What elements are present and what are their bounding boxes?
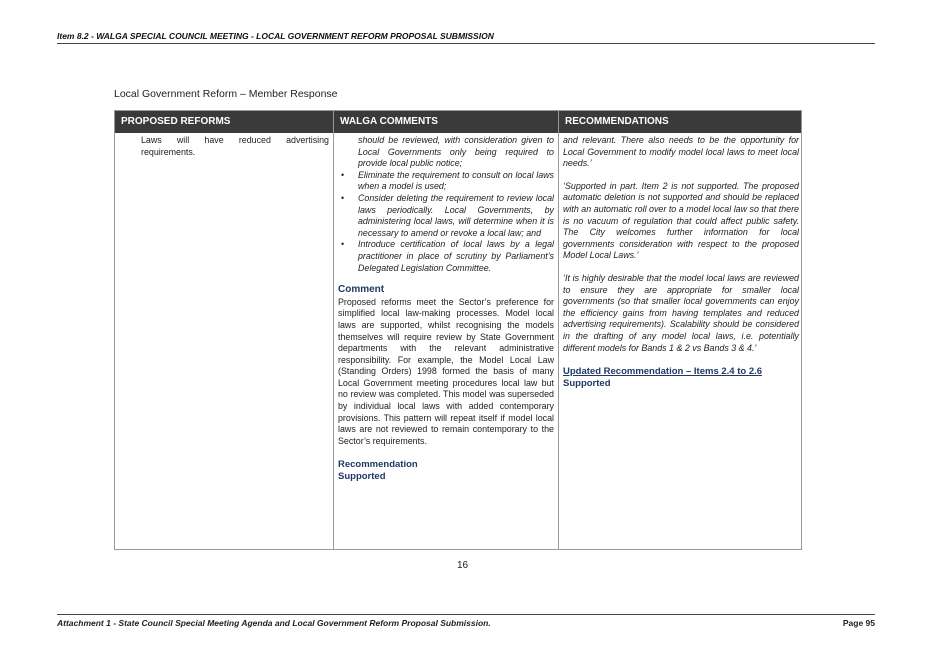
proposed-reform-cell <box>141 135 329 158</box>
document-title: Local Government Reform – Member Response <box>114 88 338 100</box>
footer-text: Attachment 1 - State Council Special Meeting Agenda and Local Government Reform Proposal Submission. <box>57 618 491 628</box>
footer-divider <box>57 614 875 615</box>
page-number: 16 <box>456 560 469 571</box>
column-divider <box>558 111 559 549</box>
column-header-recommendations: RECOMMENDATIONS <box>565 116 669 127</box>
table-header <box>115 111 801 133</box>
bullet-icon: • <box>341 239 345 250</box>
updated-recommendation-heading: Updated Recommendation – Items 2.4 to 2.6 <box>563 366 763 378</box>
recommendations-cell <box>563 135 799 389</box>
footer-page-label: Page 95 <box>842 618 875 628</box>
comment-body: Proposed reforms meet the Sector’s preference for simplified local law-making processes. Model local laws are supported, whilst recognising the models themselves will require review by State Government departments with the relevant administrative responsibility. For example, the Model Local Law (Standing Orders) 1998 formed the basis of many Local Government meeting procedures local law but no review was completed. This model was superseded by individual local laws with added contemporary provisions. This pattern will repeat itself if model local laws are not reviewed to remain contemporary to the Sector’s requirements. <box>338 296 554 446</box>
comment-heading: Comment <box>338 284 385 296</box>
column-header-proposed-reforms: PROPOSED REFORMS <box>121 116 231 127</box>
walga-continued-text: should be reviewed, with consideration given to Local Governments only being required to provide local public notice; <box>358 135 554 169</box>
recommendation-value: Supported <box>338 471 386 483</box>
column-header-walga-comments: WALGA COMMENTS <box>340 116 438 127</box>
bullet-icon: • <box>341 169 345 180</box>
updated-recommendation-value: Supported <box>563 377 611 389</box>
recommendation-paragraph: and relevant. There also needs to be the opportunity for Local Government to modify model local laws to meet local needs.’ <box>563 135 799 169</box>
recommendation-paragraph: ‘It is highly desirable that the model local laws are reviewed to ensure they are appropriate for smaller local governments (so that smaller local governments can enjoy the efficiency gains from having templates and reduced advertising requirements). Scalability should be considered in the drafting of any model local laws, i.e. potentially different models for Bands 1 & 2 vs Bands 3 & 4.’ <box>563 272 799 353</box>
reform-table <box>114 110 802 550</box>
page-header: Item 8.2 - WALGA SPECIAL COUNCIL MEETING - LOCAL GOVERNMENT REFORM PROPOSAL SUBMISSION <box>57 31 875 44</box>
proposed-reform-text: Laws will have reduced advertising requirements. <box>141 135 329 157</box>
walga-bullet-item: • Consider deleting the requirement to review local laws periodically. Local Governments, by administering local laws, will determine when it is necessary to amend or revoke a local law; and <box>341 192 554 238</box>
recommendation-heading: Recommendation <box>338 459 418 471</box>
bullet-icon: • <box>341 192 345 203</box>
column-divider <box>333 111 334 549</box>
walga-comments-cell <box>338 135 554 483</box>
walga-bullet-item: • Eliminate the requirement to consult on local laws when a model is used; <box>341 169 554 192</box>
walga-bullet-item: • Introduce certification of local laws by a legal practitioner in place of scrutiny by Parliament’s Delegated Legislation Committee. <box>341 239 554 273</box>
recommendation-paragraph: ‘Supported in part. Item 2 is not supported. The proposed automatic deletion is not supported and should be replaced with an automatic roll over to a model local law so that there is no vacuum of regulation that could affect public safety. The City welcomes further information for local governments consideration with respect to the proposed Model Local Laws.’ <box>563 180 799 261</box>
